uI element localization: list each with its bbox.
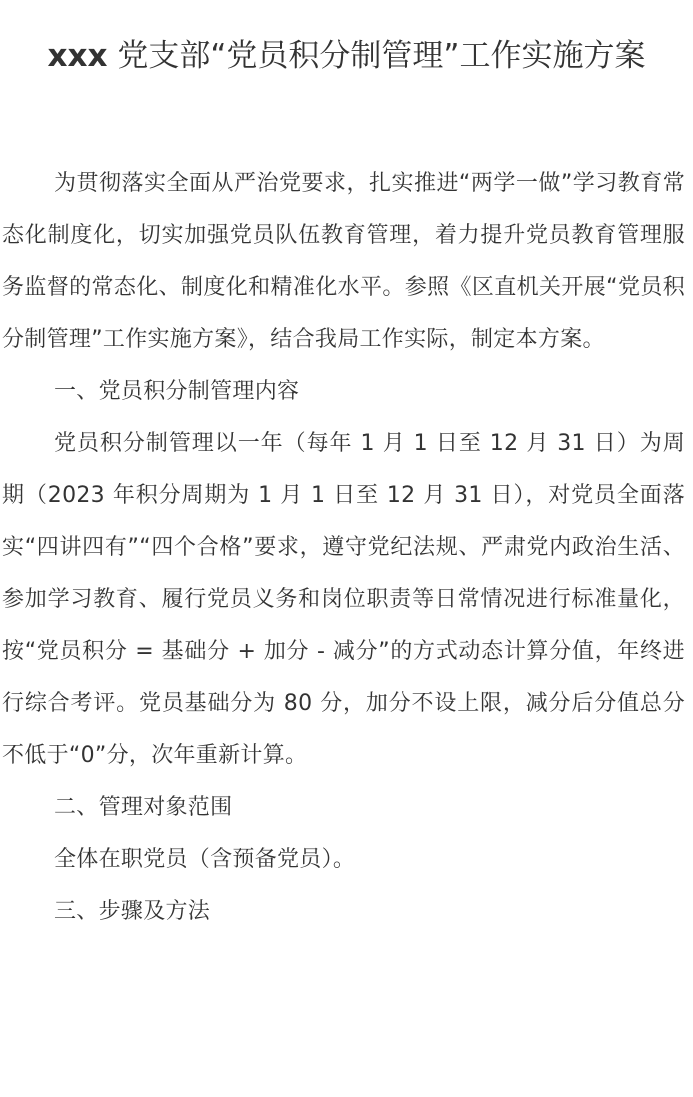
title-prefix: xxx	[47, 38, 108, 74]
section-2-paragraph: 全体在职党员（含预备党员）。	[54, 847, 356, 872]
intro-paragraph: 为贯彻落实全面从严治党要求，扎实推进“两学一做”学习教育常态化制度化，切实加强党员队伍教育管理，着力提升党员教育管理服务监督的常态化、制度化和精准化水平。参照《区直机关开展“党员积分制管理”工作实施方案》，结合我局工作实际，制定本方案。	[2, 171, 685, 352]
section-heading-1: 一、党员积分制管理内容	[54, 379, 300, 404]
document-body	[2, 158, 685, 938]
title-main: 党支部“党员积分制管理”工作实施方案	[107, 38, 646, 74]
document-title	[0, 31, 693, 82]
section-1-paragraph: 党员积分制管理以一年（每年 1 月 1 日至 12 月 31 日）为周期（2023 年积分周期为 1 月 1 日至 12 月 31 日），对党员全面落实“四讲四有”“四个合格”要求，遵守党纪法规、严肃党内政治生活、参加学习教育、履行党员义务和岗位职责等日常情况进行标准量化，按“党员积分 = 基础分 + 加分 - 减分”的方式动态计算分值，年终进行综合考评。党员基础分为 80 分，加分不设上限，减分后分值总分不低于“0”分，次年重新计算。	[2, 431, 685, 768]
section-heading-2: 二、管理对象范围	[54, 795, 233, 820]
section-heading-3: 三、步骤及方法	[54, 899, 211, 924]
